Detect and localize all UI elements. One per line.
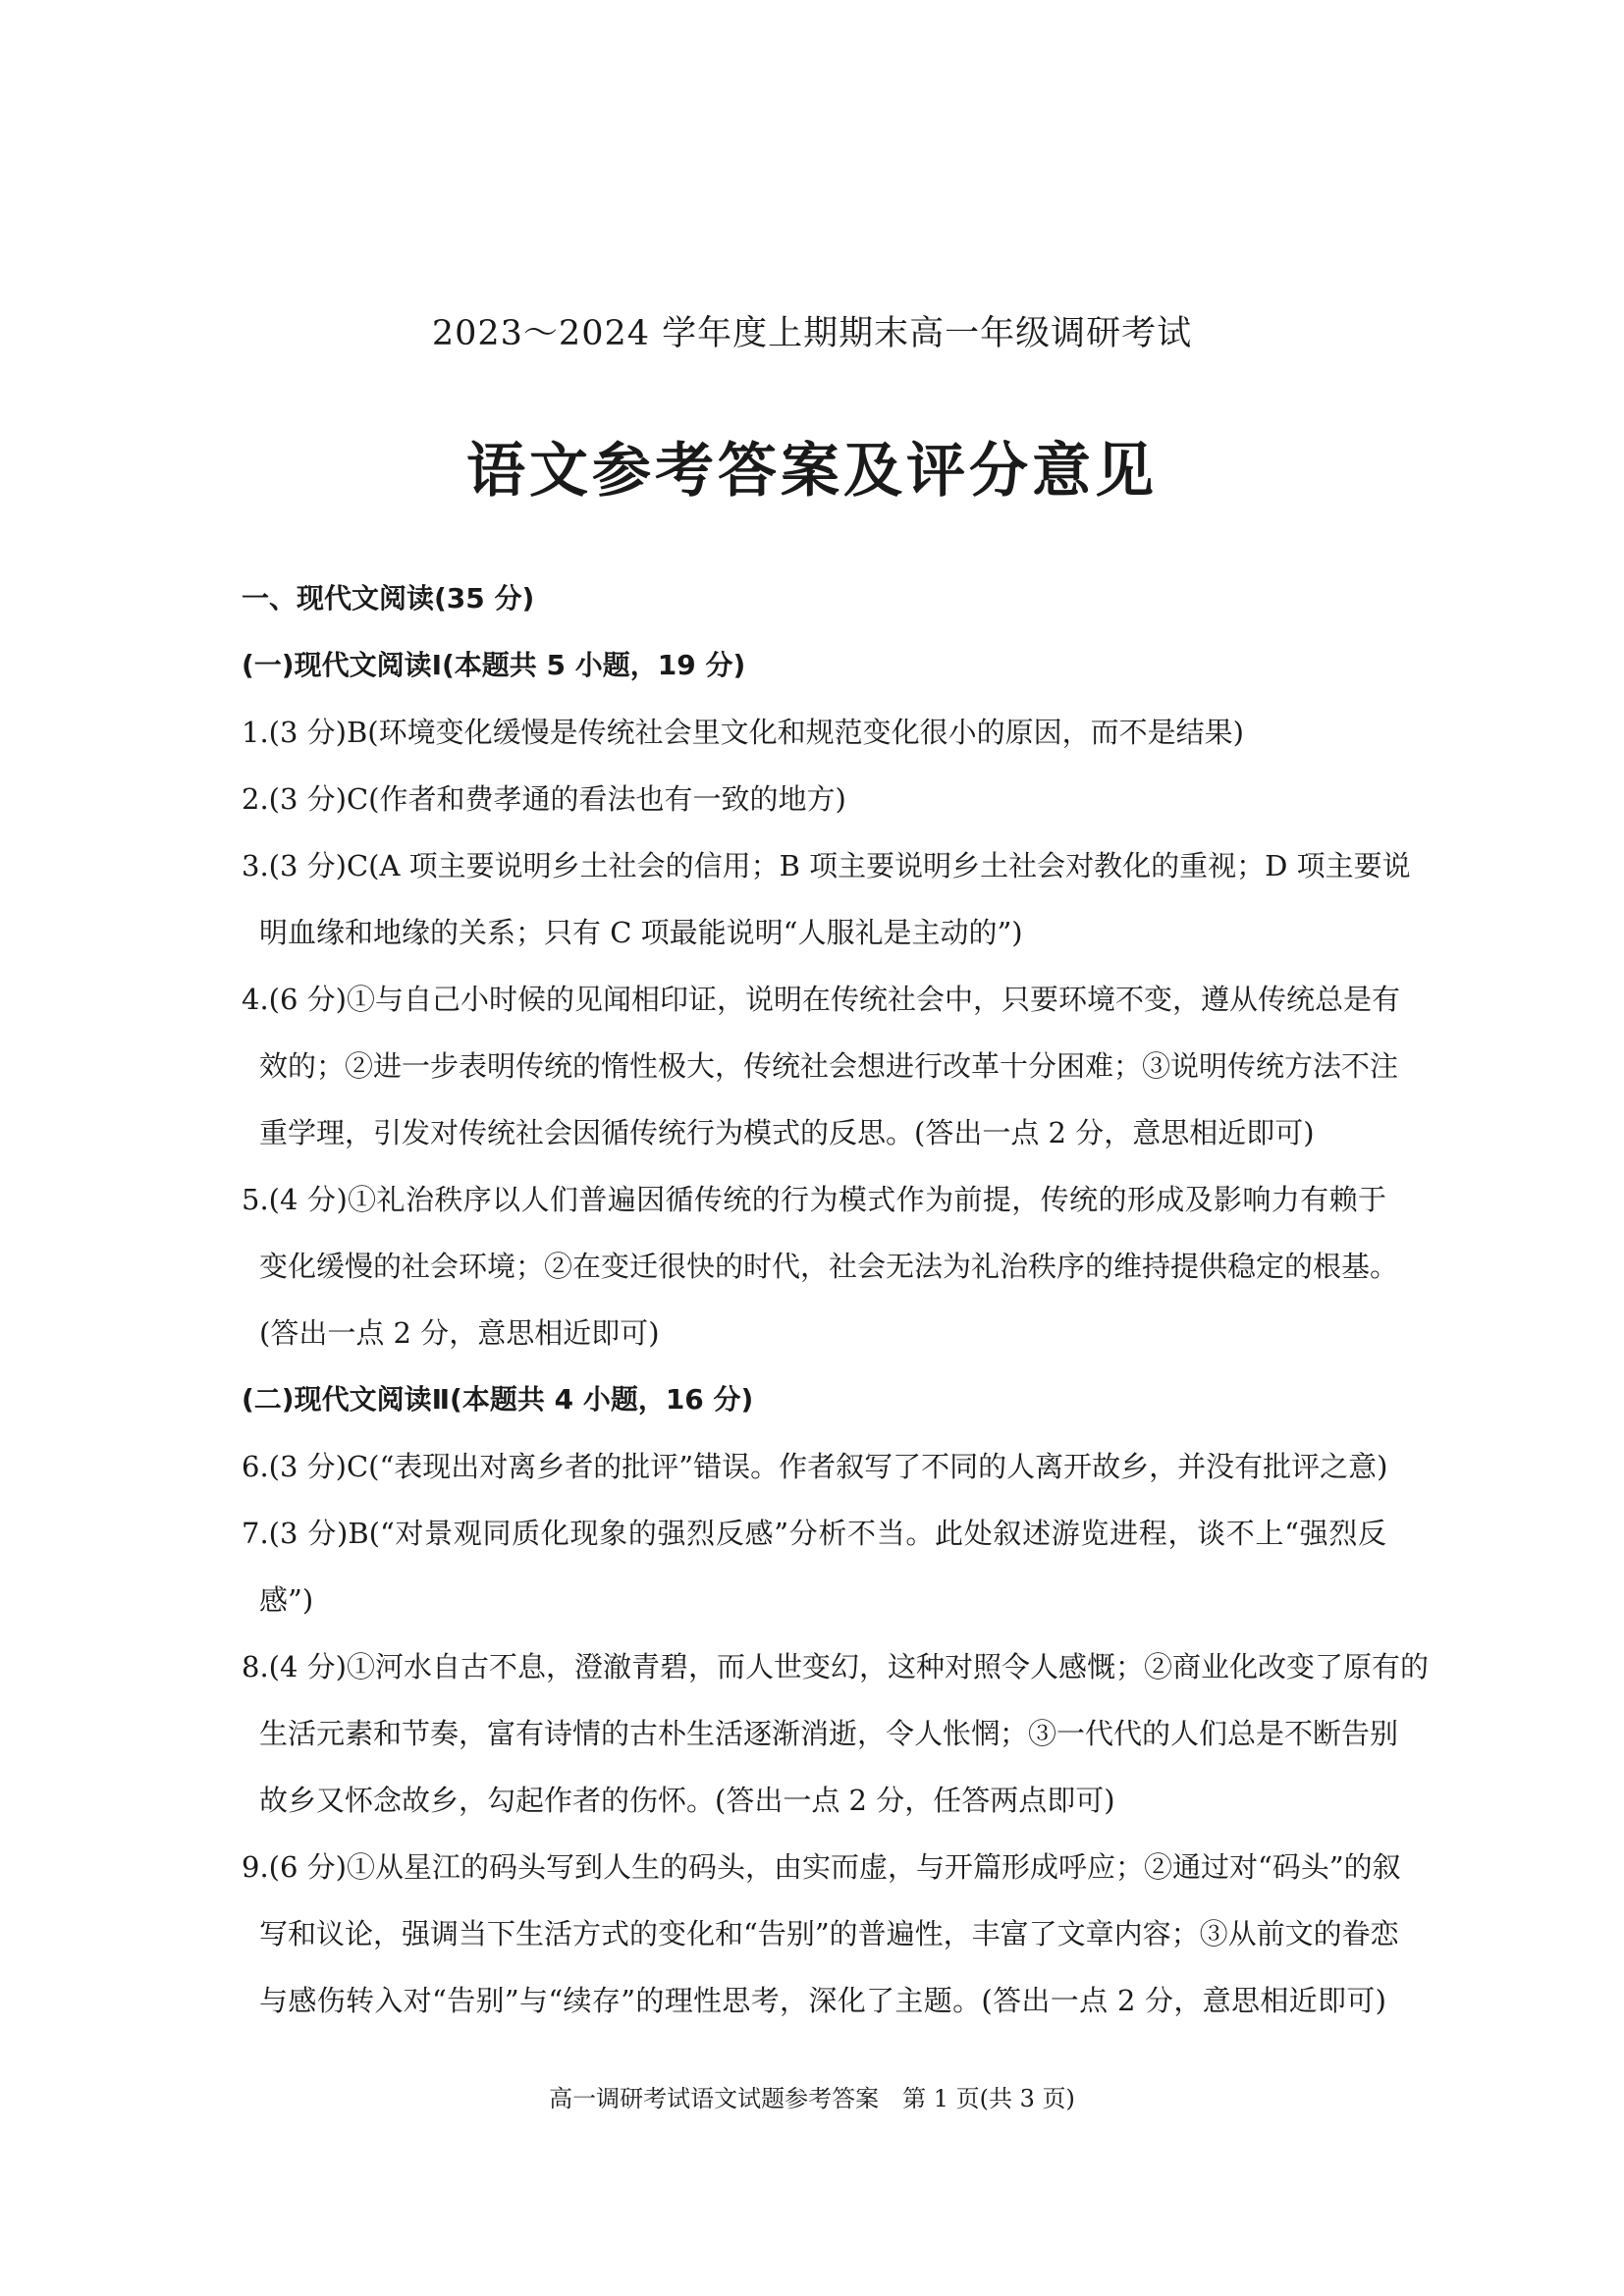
answer-line: 4.(6 分)①与自己小时候的见闻相印证，说明在传统社会中，只要环境不变，遵从传统总是有 <box>242 983 1400 1016</box>
answer-line: 7.(3 分)B(“对景观同质化现象的强烈反感”分析不当。此处叙述游览进程，谈不上“强烈反 <box>242 1517 1386 1550</box>
answer-content <box>242 565 1429 2034</box>
answer-line: 故乡又怀念故乡，勾起作者的伤怀。(答出一点 2 分，任答两点即可) <box>259 1784 1115 1817</box>
answer-line: 2.(3 分)C(作者和费孝通的看法也有一致的地方) <box>242 782 846 816</box>
answer-line: 9.(6 分)①从星江的码头写到人生的码头，由实而虚，与开篇形成呼应；②通过对“码头”的叙 <box>242 1850 1401 1884</box>
answer-line: 效的；②进一步表明传统的惰性极大，传统社会想进行改革十分困难；③说明传统方法不注 <box>259 1049 1399 1083</box>
answer-line: 与感伤转入对“告别”与“续存”的理性思考，深化了主题。(答出一点 2 分，意思相近即可) <box>259 1984 1386 2017</box>
answer-line: 重学理，引发对传统社会因循传统行为模式的反思。(答出一点 2 分，意思相近即可) <box>259 1116 1315 1149</box>
answer-line: 生活元素和节奏，富有诗情的古朴生活逐渐消逝，令人怅惘；③一代代的人们总是不断告别 <box>259 1717 1399 1750</box>
subsection-heading: (一)现代文阅读Ⅰ(本题共 5 小题，19 分) <box>242 649 746 681</box>
subsection-heading: (二)现代文阅读Ⅱ(本题共 4 小题，16 分) <box>242 1383 754 1415</box>
answer-line: 5.(4 分)①礼治秩序以人们普遍因循传统的行为模式作为前提，传统的形成及影响力有赖于 <box>242 1183 1386 1216</box>
section-heading: 一、现代文阅读(35 分) <box>242 582 535 614</box>
answer-line: (答出一点 2 分，意思相近即可) <box>259 1316 660 1350</box>
answer-line: 1.(3 分)B(环境变化缓慢是传统社会里文化和规范变化很小的原因，而不是结果) <box>242 716 1244 749</box>
answer-line: 8.(4 分)①河水自古不息，澄澈青碧，而人世变幻，这种对照令人感慨；②商业化改变了原有的 <box>242 1650 1429 1683</box>
answer-line: 变化缓慢的社会环境；②在变迁很快的时代，社会无法为礼治秩序的维持提供稳定的根基。 <box>259 1250 1399 1283</box>
page-footer: 高一调研考试语文试题参考答案 第 1 页(共 3 页) <box>549 2085 1075 2112</box>
exam-subtitle: 2023～2024 学年度上期期末高一年级调研考试 <box>431 314 1193 353</box>
answer-line: 感”) <box>259 1583 314 1617</box>
document-title: 语文参考答案及评分意见 <box>466 437 1158 506</box>
answer-line: 写和议论，强调当下生活方式的变化和“告别”的普遍性，丰富了文章内容；③从前文的眷恋 <box>259 1917 1399 1950</box>
answer-line: 明血缘和地缘的关系；只有 C 项最能说明“人服礼是主动的”) <box>259 916 1023 949</box>
answer-line: 3.(3 分)C(A 项主要说明乡土社会的信用；B 项主要说明乡土社会对教化的重视；D 项主要说 <box>242 849 1411 882</box>
answer-line: 6.(3 分)C(“表现出对离乡者的批评”错误。作者叙写了不同的人离开故乡，并没有批评之意) <box>242 1450 1388 1483</box>
